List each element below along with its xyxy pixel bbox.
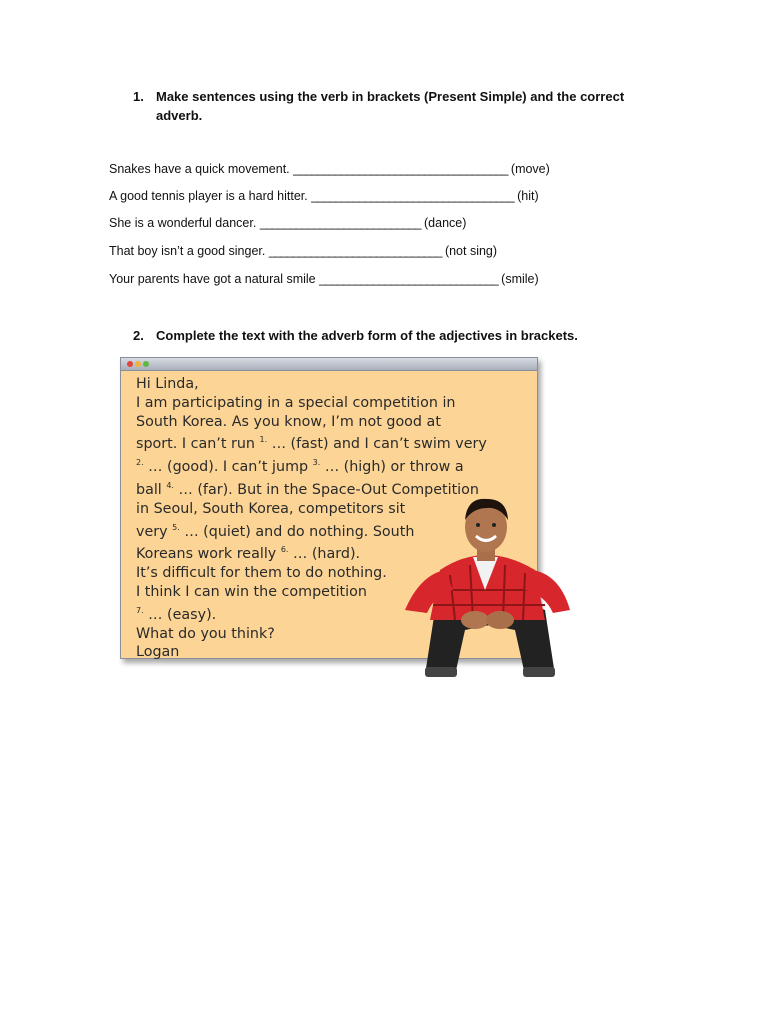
- sentence-text: That boy isn’t a good singer.: [109, 244, 266, 258]
- sentence-text: Snakes have a quick movement.: [109, 162, 290, 176]
- email-line: What do you think?: [136, 625, 275, 642]
- gap-number: 5.: [172, 522, 180, 532]
- maximize-dot-icon: [143, 361, 149, 367]
- gap-number: 6.: [280, 545, 289, 555]
- email-line: Koreans work really $^{6.}$ … (hard).: [136, 545, 361, 563]
- gap-number: 3.: [312, 458, 321, 468]
- boy-illustration: [395, 495, 580, 680]
- answer-blank: ___________________________: [259, 216, 421, 230]
- sentence-text: A good tennis player is a hard hitter.: [109, 189, 308, 203]
- verb-hint: (smile): [501, 272, 539, 286]
- gap-number: 7.: [136, 605, 144, 615]
- close-dot-icon: [127, 361, 133, 367]
- task2-instruction: Complete the text with the adverb form of the adjectives in brackets.: [156, 328, 578, 343]
- gap-number: 1.: [259, 435, 268, 445]
- verb-hint: (move): [510, 162, 550, 176]
- exercise-sentence: [109, 244, 497, 258]
- verb-hint: (not sing): [444, 244, 498, 258]
- email-line: sport. I can’t run $^{1.}$ … (fast) and I can’t swim very: [136, 435, 487, 453]
- email-line: $^{2.}$ … (good). I can’t jump $^{3.}$ … (high) or throw a: [136, 458, 464, 476]
- verb-hint: (hit): [517, 189, 539, 203]
- exercise-sentence: [109, 162, 550, 176]
- answer-blank: __________________________________: [311, 189, 514, 203]
- email-line: $^{7.}$ … (easy).: [136, 605, 217, 623]
- email-line: I think I can win the competition: [136, 583, 367, 600]
- exercise-sentence: [109, 189, 539, 203]
- task1-heading: [133, 87, 656, 125]
- task2-number: 2.: [133, 328, 144, 343]
- answer-blank: ______________________________: [319, 272, 498, 286]
- task2-heading: [133, 326, 656, 345]
- answer-blank: _____________________________: [268, 244, 442, 258]
- email-line: It’s difficult for them to do nothing.: [136, 565, 387, 582]
- exercise-sentence: [109, 272, 539, 286]
- email-line: very $^{5.}$ … (quiet) and do nothing. South: [136, 522, 415, 540]
- sentence-text: Your parents have got a natural smile: [109, 272, 316, 286]
- email-line: South Korea. As you know, I’m not good at: [136, 413, 441, 430]
- answer-blank: ____________________________________: [293, 162, 508, 176]
- task1-number: 1.: [133, 89, 144, 104]
- minimize-dot-icon: [135, 361, 141, 367]
- email-line: Hi Linda,: [136, 376, 199, 392]
- verb-hint: (dance): [424, 216, 467, 230]
- task1-instruction: Make sentences using the verb in brackets (Present Simple) and the correct adverb.: [156, 89, 625, 123]
- exercise-sentence: [109, 216, 466, 230]
- gap-number: 4.: [166, 480, 174, 490]
- email-line: in Seoul, South Korea, competitors sit: [136, 500, 406, 517]
- email-line: I am participating in a special competition in: [136, 394, 456, 411]
- email-line: Logan: [136, 644, 180, 661]
- sentence-text: She is a wonderful dancer.: [109, 216, 257, 230]
- window-title-bar: [121, 358, 537, 371]
- gap-number: 2.: [136, 458, 144, 468]
- email-line: ball $^{4.}$ … (far). But in the Space-Out Competition: [136, 480, 479, 498]
